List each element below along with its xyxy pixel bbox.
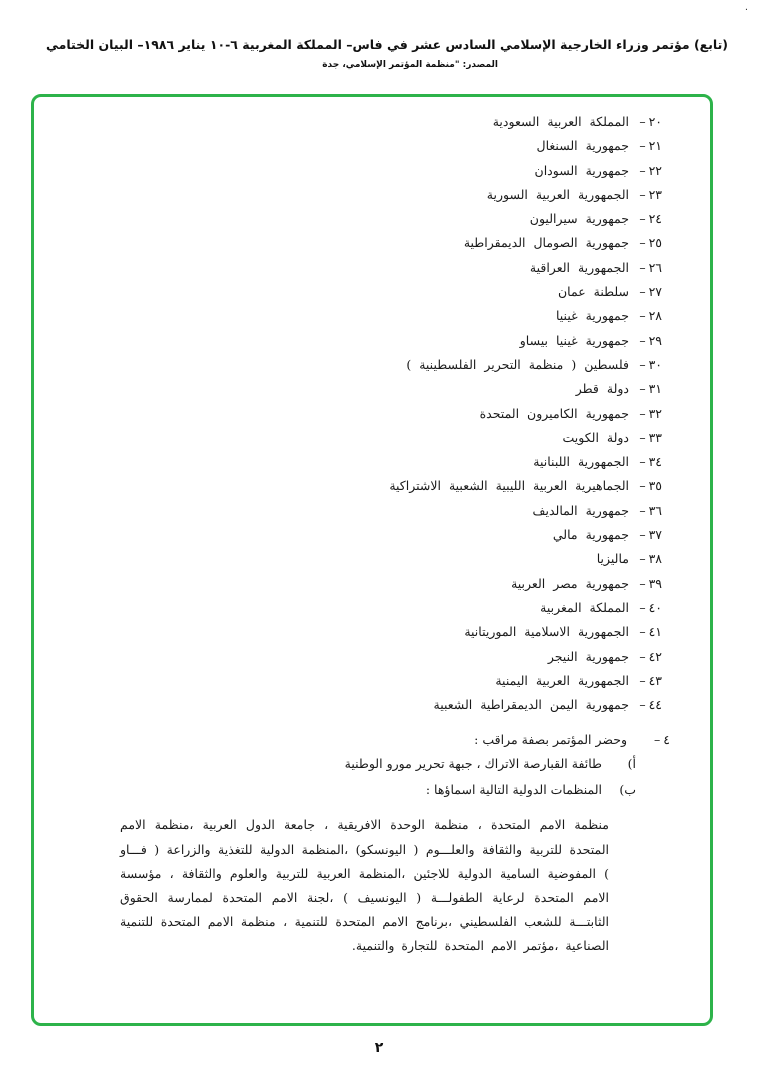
item-letter: ب ) <box>602 777 636 803</box>
country-number: ٣٩ – <box>629 572 670 596</box>
country-name: جمهورية غينيا بيساو <box>519 332 629 348</box>
country-name: جمهورية السودان <box>534 162 629 178</box>
item-text: المنظمات الدولية التالية اسماؤها : <box>425 782 602 798</box>
country-item <box>70 669 670 693</box>
page-header <box>30 36 728 72</box>
country-name: الجمهورية العربية اليمنية <box>495 672 629 688</box>
country-name: جمهورية الصومال الديمقراطية <box>463 235 629 251</box>
country-number: ٤٠ – <box>629 596 670 620</box>
country-item <box>70 183 670 207</box>
country-number: ٣٤ – <box>629 450 670 474</box>
country-name: جمهورية اليمن الديمقراطية الشعبية <box>433 697 629 713</box>
country-item <box>70 402 670 426</box>
country-number: ٢٦ – <box>629 256 670 280</box>
country-list <box>70 110 670 717</box>
country-item <box>70 572 670 596</box>
country-number: ٢٤ – <box>629 207 670 231</box>
country-item <box>70 426 670 450</box>
country-item <box>70 499 670 523</box>
country-number: ٣٠ – <box>629 353 670 377</box>
country-item <box>70 645 670 669</box>
country-number: ٣٧ – <box>629 523 670 547</box>
country-number: ٣١ – <box>629 377 670 401</box>
country-number: ٢٩ – <box>629 329 670 353</box>
country-number: ٢٣ – <box>629 183 670 207</box>
country-name: جمهورية النيجر <box>547 648 629 664</box>
country-name: دولة الكويت <box>562 429 629 445</box>
document-body <box>70 110 670 959</box>
corner-dot: . <box>744 2 748 13</box>
country-item <box>70 596 670 620</box>
country-name: المملكة العربية السعودية <box>492 114 629 129</box>
observer-item-a <box>70 751 670 777</box>
country-number: ٢٠ – <box>629 110 670 134</box>
country-name: سلطنة عمان <box>558 284 629 300</box>
country-number: ٤٢ – <box>629 645 670 669</box>
country-item <box>70 231 670 255</box>
country-item <box>70 353 670 377</box>
country-number: ٣٢ – <box>629 402 670 426</box>
country-number: ٢٢ – <box>629 159 670 183</box>
country-item <box>70 110 670 134</box>
country-item <box>70 304 670 328</box>
organizations-paragraph: منظمة الامم المتحدة ، منظمة الوحدة الافريقية ، جامعة الدول العربية ،منظمة الامم المتحدة للتربية والثقافة والعلـــوم ( اليونسكو) ،المنظمة الدولية للتغذية والزراعة ( فـــاو ) المفوضية السامية الدولية للاجئين ،المنظمة العربية للتربية والعلوم والثقافة ، مؤسسة الامم المتحدة لرعاية الطفولـــة ( اليونسيف ) ،لجنة الامم المتحدة لممارسة الحقوق الثابتـــة للشعب الفلسطيني ،برنامج الامم المتحدة للتنمية ، منظمة الامم المتحدة للتنمية الصناعية ،مؤتمر الامم المتحدة للتجارة والتنمية. <box>120 817 609 954</box>
country-item <box>70 134 670 158</box>
country-number: ٣٣ – <box>629 426 670 450</box>
country-name: ماليزيا <box>596 551 629 567</box>
country-item <box>70 329 670 353</box>
country-name: جمهورية مالي <box>552 527 629 543</box>
country-number: ٢١ – <box>629 134 670 158</box>
country-number: ٤١ – <box>629 620 670 644</box>
country-number: ٢٧ – <box>629 280 670 304</box>
item-text: طائفة القبارصة الاتراك ، جبهة تحرير مورو الوطنية <box>344 756 602 772</box>
source-line: المصدر: "منظمة المؤتمر الإسلامي، جدة <box>322 60 498 70</box>
country-name: دولة قطر <box>575 381 629 397</box>
country-name: الجمهورية الاسلامية الموريتانية <box>464 624 629 640</box>
country-name: الجمهورية العربية السورية <box>486 186 629 202</box>
page-number: ٢ <box>374 1040 384 1056</box>
country-number: ٤٣ – <box>629 669 670 693</box>
country-number: ٣٦ – <box>629 499 670 523</box>
section-4-heading <box>70 729 670 751</box>
country-name: المملكة المغربية <box>540 599 629 615</box>
country-item <box>70 256 670 280</box>
country-name: جمهورية الكاميرون المتحدة <box>479 405 629 421</box>
country-number: ٢٨ – <box>629 304 670 328</box>
section-number: ٤ – <box>627 729 670 751</box>
page-title: (تابع) مؤتمر وزراء الخارجية الإسلامي السادس عشر في فاس– المملكة المغربية ٦-١٠ يناير ١٩٨٦– البيان الختامي <box>45 37 728 52</box>
country-number: ٢٥ – <box>629 231 670 255</box>
country-item <box>70 280 670 304</box>
country-number: ٣٥ – <box>629 474 670 498</box>
country-name: الجماهيرية العربية الليبية الشعبية الاشتراكية <box>389 478 629 494</box>
country-item <box>70 620 670 644</box>
country-name: جمهورية غينيا <box>555 308 629 324</box>
country-item <box>70 547 670 571</box>
country-number: ٤٤ – <box>629 693 670 717</box>
item-letter: أ ) <box>602 751 636 777</box>
country-item <box>70 377 670 401</box>
country-name: جمهورية السنغال <box>536 138 629 154</box>
country-name: جمهورية سيراليون <box>529 211 629 227</box>
section-text: وحضر المؤتمر بصفة مراقب : <box>474 732 627 748</box>
country-item <box>70 523 670 547</box>
country-name: فلسطين ( منظمة التحرير الفلسطينية ) <box>406 356 629 372</box>
country-name: جمهورية المالديف <box>532 502 629 518</box>
country-name: الجمهورية اللبنانية <box>533 454 629 470</box>
country-item <box>70 159 670 183</box>
country-item <box>70 693 670 717</box>
observer-item-b <box>70 777 670 803</box>
country-name: الجمهورية العراقية <box>529 259 629 275</box>
country-name: جمهورية مصر العربية <box>511 575 629 591</box>
country-item <box>70 450 670 474</box>
country-item <box>70 474 670 498</box>
country-number: ٣٨ – <box>629 547 670 571</box>
country-item <box>70 207 670 231</box>
